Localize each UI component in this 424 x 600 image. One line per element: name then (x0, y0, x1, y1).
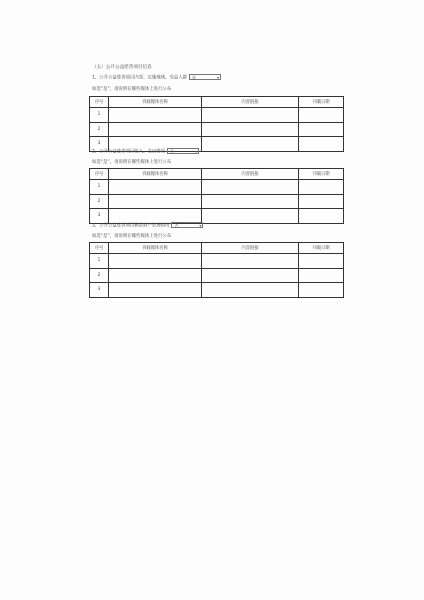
media-table-1 (89, 96, 344, 152)
content-link-cell[interactable] (202, 283, 299, 298)
header-content-link: 内容链接 (202, 243, 299, 254)
content-link-cell[interactable] (202, 137, 299, 152)
question-2-select[interactable] (167, 148, 199, 154)
header-publish-date: 刊载日期 (299, 169, 344, 180)
media-name-cell[interactable] (109, 209, 202, 224)
header-media-name: 刊载媒体名称 (109, 243, 202, 254)
table-row (90, 283, 344, 298)
row-index: 1 (90, 180, 109, 195)
question-1 (92, 74, 221, 81)
media-name-cell[interactable] (109, 122, 202, 137)
media-name-cell[interactable] (109, 268, 202, 283)
header-index: 序号 (90, 243, 109, 254)
media-name-cell[interactable] (109, 254, 202, 269)
header-index: 序号 (90, 169, 109, 180)
question-1-label: 1、公开公益慈善项目内容、实施地域、受益人群 (92, 75, 187, 81)
row-index: 2 (90, 194, 109, 209)
header-media-name: 刊载媒体名称 (109, 97, 202, 108)
table-row (90, 122, 344, 137)
publish-date-cell[interactable] (299, 283, 344, 298)
publish-date-cell[interactable] (299, 268, 344, 283)
row-index: 3 (90, 283, 109, 298)
header-index: 序号 (90, 97, 109, 108)
question-1-select[interactable] (189, 74, 221, 80)
content-link-cell[interactable] (202, 194, 299, 209)
media-table-3 (89, 242, 344, 298)
table-row (90, 268, 344, 283)
chevron-down-icon: ▾ (216, 75, 219, 80)
question-3-select[interactable] (171, 222, 203, 228)
question-3-select-value: 否 (174, 223, 179, 228)
table-row (90, 194, 344, 209)
publish-date-cell[interactable] (299, 122, 344, 137)
content-link-cell[interactable] (202, 254, 299, 269)
header-media-name: 刊载媒体名称 (109, 169, 202, 180)
media-table-2 (89, 168, 344, 224)
note-2: 如选“是”，请说明在哪些媒体上进行公布 (92, 160, 172, 165)
row-index: 2 (90, 268, 109, 283)
publish-date-cell[interactable] (299, 137, 344, 152)
row-index: 2 (90, 122, 109, 137)
row-index: 1 (90, 108, 109, 123)
question-3 (92, 222, 203, 229)
question-2-label: 2、公开公益慈善项目收入、支出情况 (92, 149, 166, 155)
header-publish-date: 刊载日期 (299, 243, 344, 254)
header-content-link: 内容链接 (202, 169, 299, 180)
question-2-select-value: 否 (170, 149, 175, 154)
table-header-row (90, 243, 344, 254)
table-header-row (90, 169, 344, 180)
question-1-select-value: 是 (192, 75, 196, 80)
media-name-cell[interactable] (109, 194, 202, 209)
chevron-down-icon: ▾ (195, 149, 198, 154)
table-row (90, 180, 344, 195)
media-name-cell[interactable] (109, 108, 202, 123)
media-name-cell[interactable] (109, 283, 202, 298)
section-title: （五）公开公益慈善项目信息 (92, 65, 152, 70)
table-row (90, 209, 344, 224)
row-index: 3 (90, 209, 109, 224)
publish-date-cell[interactable] (299, 194, 344, 209)
publish-date-cell[interactable] (299, 180, 344, 195)
header-publish-date: 刊載日期 (299, 97, 344, 108)
publish-date-cell[interactable] (299, 209, 344, 224)
header-content-link: 内容链接 (202, 97, 299, 108)
table-header-row (90, 97, 344, 108)
table-row (90, 254, 344, 269)
publish-date-cell[interactable] (299, 108, 344, 123)
row-index: 3 (90, 137, 109, 152)
content-link-cell[interactable] (202, 122, 299, 137)
content-link-cell[interactable] (202, 180, 299, 195)
content-link-cell[interactable] (202, 209, 299, 224)
row-index: 1 (90, 254, 109, 269)
table-row (90, 108, 344, 123)
publish-date-cell[interactable] (299, 254, 344, 269)
note-1: 如选“是”，请说明在哪些媒体上进行公布 (92, 87, 172, 92)
note-3: 如选“是”，请说明在哪些媒体上进行公布 (92, 234, 172, 239)
question-3-label: 3、公开公益慈善项目剩余财产处理情况 (92, 223, 170, 229)
content-link-cell[interactable] (202, 108, 299, 123)
media-name-cell[interactable] (109, 180, 202, 195)
chevron-down-icon: ▾ (199, 223, 202, 228)
question-2 (92, 148, 199, 155)
content-link-cell[interactable] (202, 268, 299, 283)
